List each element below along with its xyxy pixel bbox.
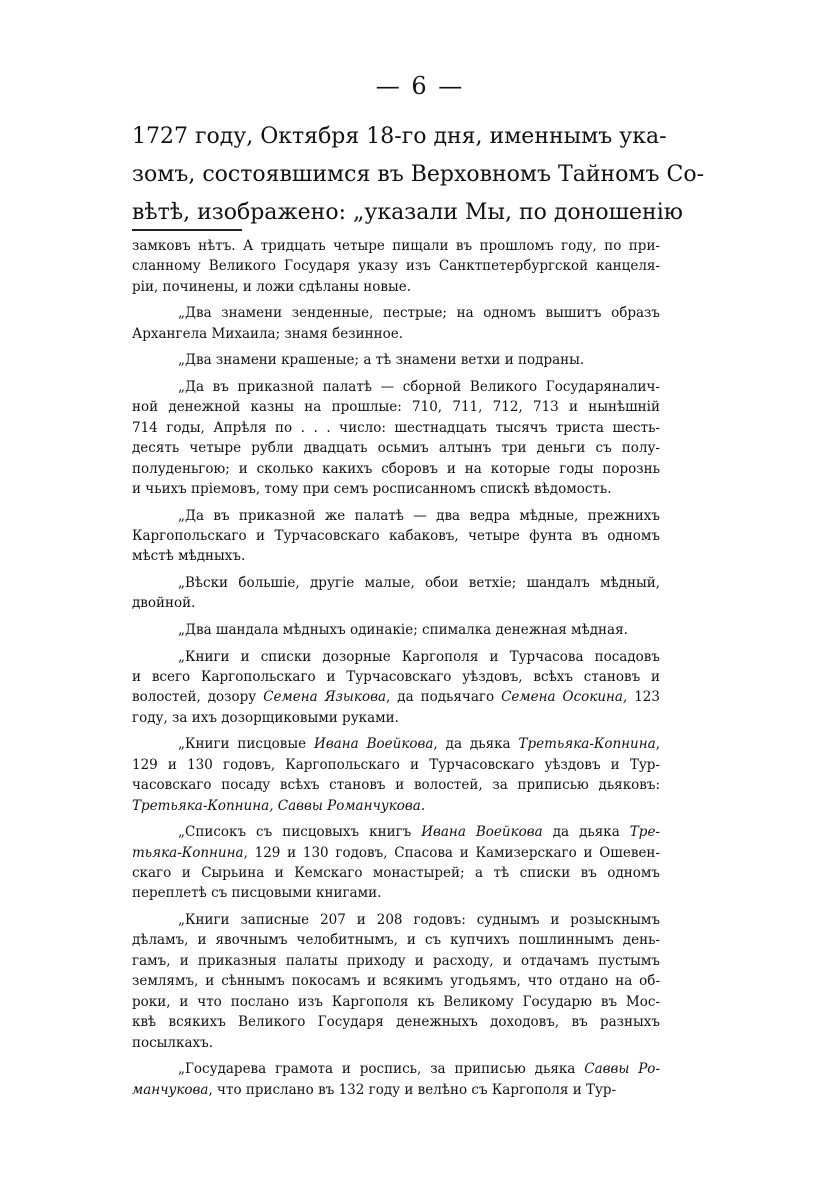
lead-paragraph [132,118,704,232]
text-line [132,438,660,458]
text-run: „Государева грамота и роспись, за приписью дьяка [178,1061,585,1078]
text-line [132,796,660,816]
text-run: „Да въ приказной палатѣ — сборной Великого Государяналич- [178,379,660,395]
paragraph [132,620,660,640]
text-line [132,971,660,991]
text-run: полуденьгою; и сколько какихъ сборовъ и на которые годы порознь [132,460,660,477]
italic-name: Семена Осокина [501,689,623,706]
text-run: , да дьяка [433,736,519,753]
text-run: году, за ихъ дозорщиковыми руками. [132,709,399,726]
text-run: Каргопольскаго и Турчасовскаго кабаковъ, четыре фунта въ одномъ [132,528,660,545]
text-line [132,1059,660,1079]
text-run: переплетѣ съ писцовыми книгами. [132,885,382,902]
text-run: „Вѣски большіе, другіе малые, обои ветхіе; шандалъ мѣдный, [178,575,660,592]
paragraph [132,1059,660,1100]
text-line [132,667,660,687]
text-run: мѣстѣ мѣдныхъ. [132,548,246,565]
text-run: сланному Великого Государя указу изъ Санктпетербургской канцеля- [132,258,660,275]
text-line [132,843,660,863]
body-text [132,236,660,1106]
italic-name: Третьяка-Копнина, Саввы Романчукова. [132,797,426,814]
italic-name: Саввы Ро- [584,1061,660,1078]
text-line [132,546,660,566]
text-run: „Списокъ съ писцовыхъ книгъ [178,824,422,841]
text-line [132,256,660,276]
lead-line: зомъ, состоявшимся въ Верховномъ Тайномъ Со- [132,162,704,187]
paragraph [132,303,660,344]
text-run: роки, и что послано изъ Каргополя къ Великому Государю въ Мос- [132,993,660,1010]
paragraph [132,647,660,729]
text-run: , что прислано въ 132 году и велѣно съ Каргополя и Тур- [208,1081,617,1098]
paragraph [132,734,660,816]
italic-name: тьяка-Копнина [132,844,244,861]
text-run: , да подьячаго [386,689,502,706]
text-line [132,951,660,971]
text-run: десять четыре рубли двадцать осьмиъ алтынъ три деньги съ полу- [132,440,660,457]
text-run: , 129 и 130 годовъ, Спасова и Камизерскаго и Ошевен- [243,844,660,861]
text-line [132,526,660,546]
text-run: скаго и Сырьина и Кемскаго монастырей; а тѣ списки въ одномъ [132,865,660,882]
text-line [132,1012,660,1032]
text-line [132,687,660,707]
text-line [132,930,660,950]
paragraph [132,910,660,1053]
text-line [132,377,660,397]
text-line [132,734,660,754]
text-line [132,755,660,775]
italic-name: Третьяка-Копнина [518,736,656,753]
text-run: и всего Каргопольскаго и Турчасовскаго уѣздовъ, всѣхъ становъ и [132,669,660,686]
text-run: ріи, починены, и ложи сдѣланы новые. [132,278,412,295]
text-line [132,303,660,323]
text-run: „Книги писцовые [178,736,315,753]
lead-line: 1727 году, Октября 18-го дня, именнымъ ука- [132,124,667,149]
text-run: да дьяка [542,824,630,841]
italic-name: манчукова [132,1081,209,1098]
italic-name: Ивана Воейкова [421,824,543,841]
italic-name: Тре- [629,824,660,841]
text-line [132,620,660,640]
page-number: — 6 — [375,72,465,100]
text-run: Архангела Михаила; знамя безинное. [132,325,404,342]
footnote-rule [132,229,242,231]
text-line [132,775,660,795]
text-line [132,350,660,370]
text-line [132,647,660,667]
text-run: „Два шандала мѣдныхъ одинакіе; спималка денежная мѣдная. [178,622,628,639]
text-run: волостей, дозору [132,689,264,706]
lead-line: вѣтѣ, изображено: „указали Мы, по доношенію [132,200,683,225]
text-run: 714 годы, Апрѣля по . . . число: шестнадцать тысячъ триста шесть- [132,419,660,436]
text-line [132,236,660,256]
paragraph [132,377,660,499]
text-line [132,992,660,1012]
text-run: ной денежной казны на прошлые: 710, 711, 712, 713 и нынѣшній [132,399,660,416]
text-line [132,1080,660,1100]
text-line [132,883,660,903]
paragraph [132,822,660,904]
text-run: квѣ всякихъ Великого Государя денежныхъ доходовъ, въ разныхъ [132,1014,660,1031]
text-line [132,506,660,526]
text-line [132,863,660,883]
text-line [132,910,660,930]
text-run: посылкахъ. [132,1034,213,1051]
italic-name: Семена Языкова [263,689,386,706]
text-run: гамъ, и приказныя палаты приходу и расходу, и отдачамъ пустымъ [132,952,660,969]
text-line [132,708,660,728]
text-line [132,573,660,593]
text-run: землямъ, и сѣннымъ покосамъ и всякимъ угодьямъ, что отдано на об- [132,973,660,990]
text-run: „Книги и списки дозорные Каргополя и Турчасова посадовъ [178,648,660,665]
text-run: часовскаго посаду всѣхъ становъ и волостей, за приписью дьяковъ: [132,777,660,794]
text-run: двойной. [132,595,196,612]
paragraph [132,506,660,567]
text-line [132,418,660,438]
text-run: , 123 [622,689,660,706]
text-run: , [655,736,660,753]
text-run: „Два знамени крашеные; а тѣ знамени ветхи и подраны. [178,352,585,369]
paragraph [132,350,660,370]
text-run: „Да въ приказной же палатѣ — два ведра мѣдные, прежнихъ [178,507,660,524]
text-line [132,479,660,499]
text-run: и чьихъ пріемовъ, тому при семъ росписанномъ спискѣ вѣдомость. [132,481,612,498]
text-line [132,324,660,344]
text-run: 129 и 130 годовъ, Каргопольскаго и Турчасовскаго уѣздовъ и Тур- [132,756,660,773]
text-run: „Два знамени зенденные, пестрые; на одномъ вышитъ образъ [178,305,660,322]
text-line [132,593,660,613]
italic-name: Ивана Воейкова [314,736,434,753]
paragraph [132,573,660,614]
text-line [132,277,660,297]
text-line [132,459,660,479]
text-line [132,822,660,842]
text-run: дѣламъ, и явочнымъ челобитнымъ, и съ купчихъ пошлиннымъ день- [132,932,660,949]
paragraph [132,236,660,297]
text-line [132,397,660,417]
text-run: замковъ нѣтъ. А тридцать четыре пищали въ прошломъ году, по при- [132,238,660,254]
text-line [132,1033,660,1053]
text-run: „Книги записные 207 и 208 годовъ: суднымъ и розыскнымъ [178,912,660,929]
